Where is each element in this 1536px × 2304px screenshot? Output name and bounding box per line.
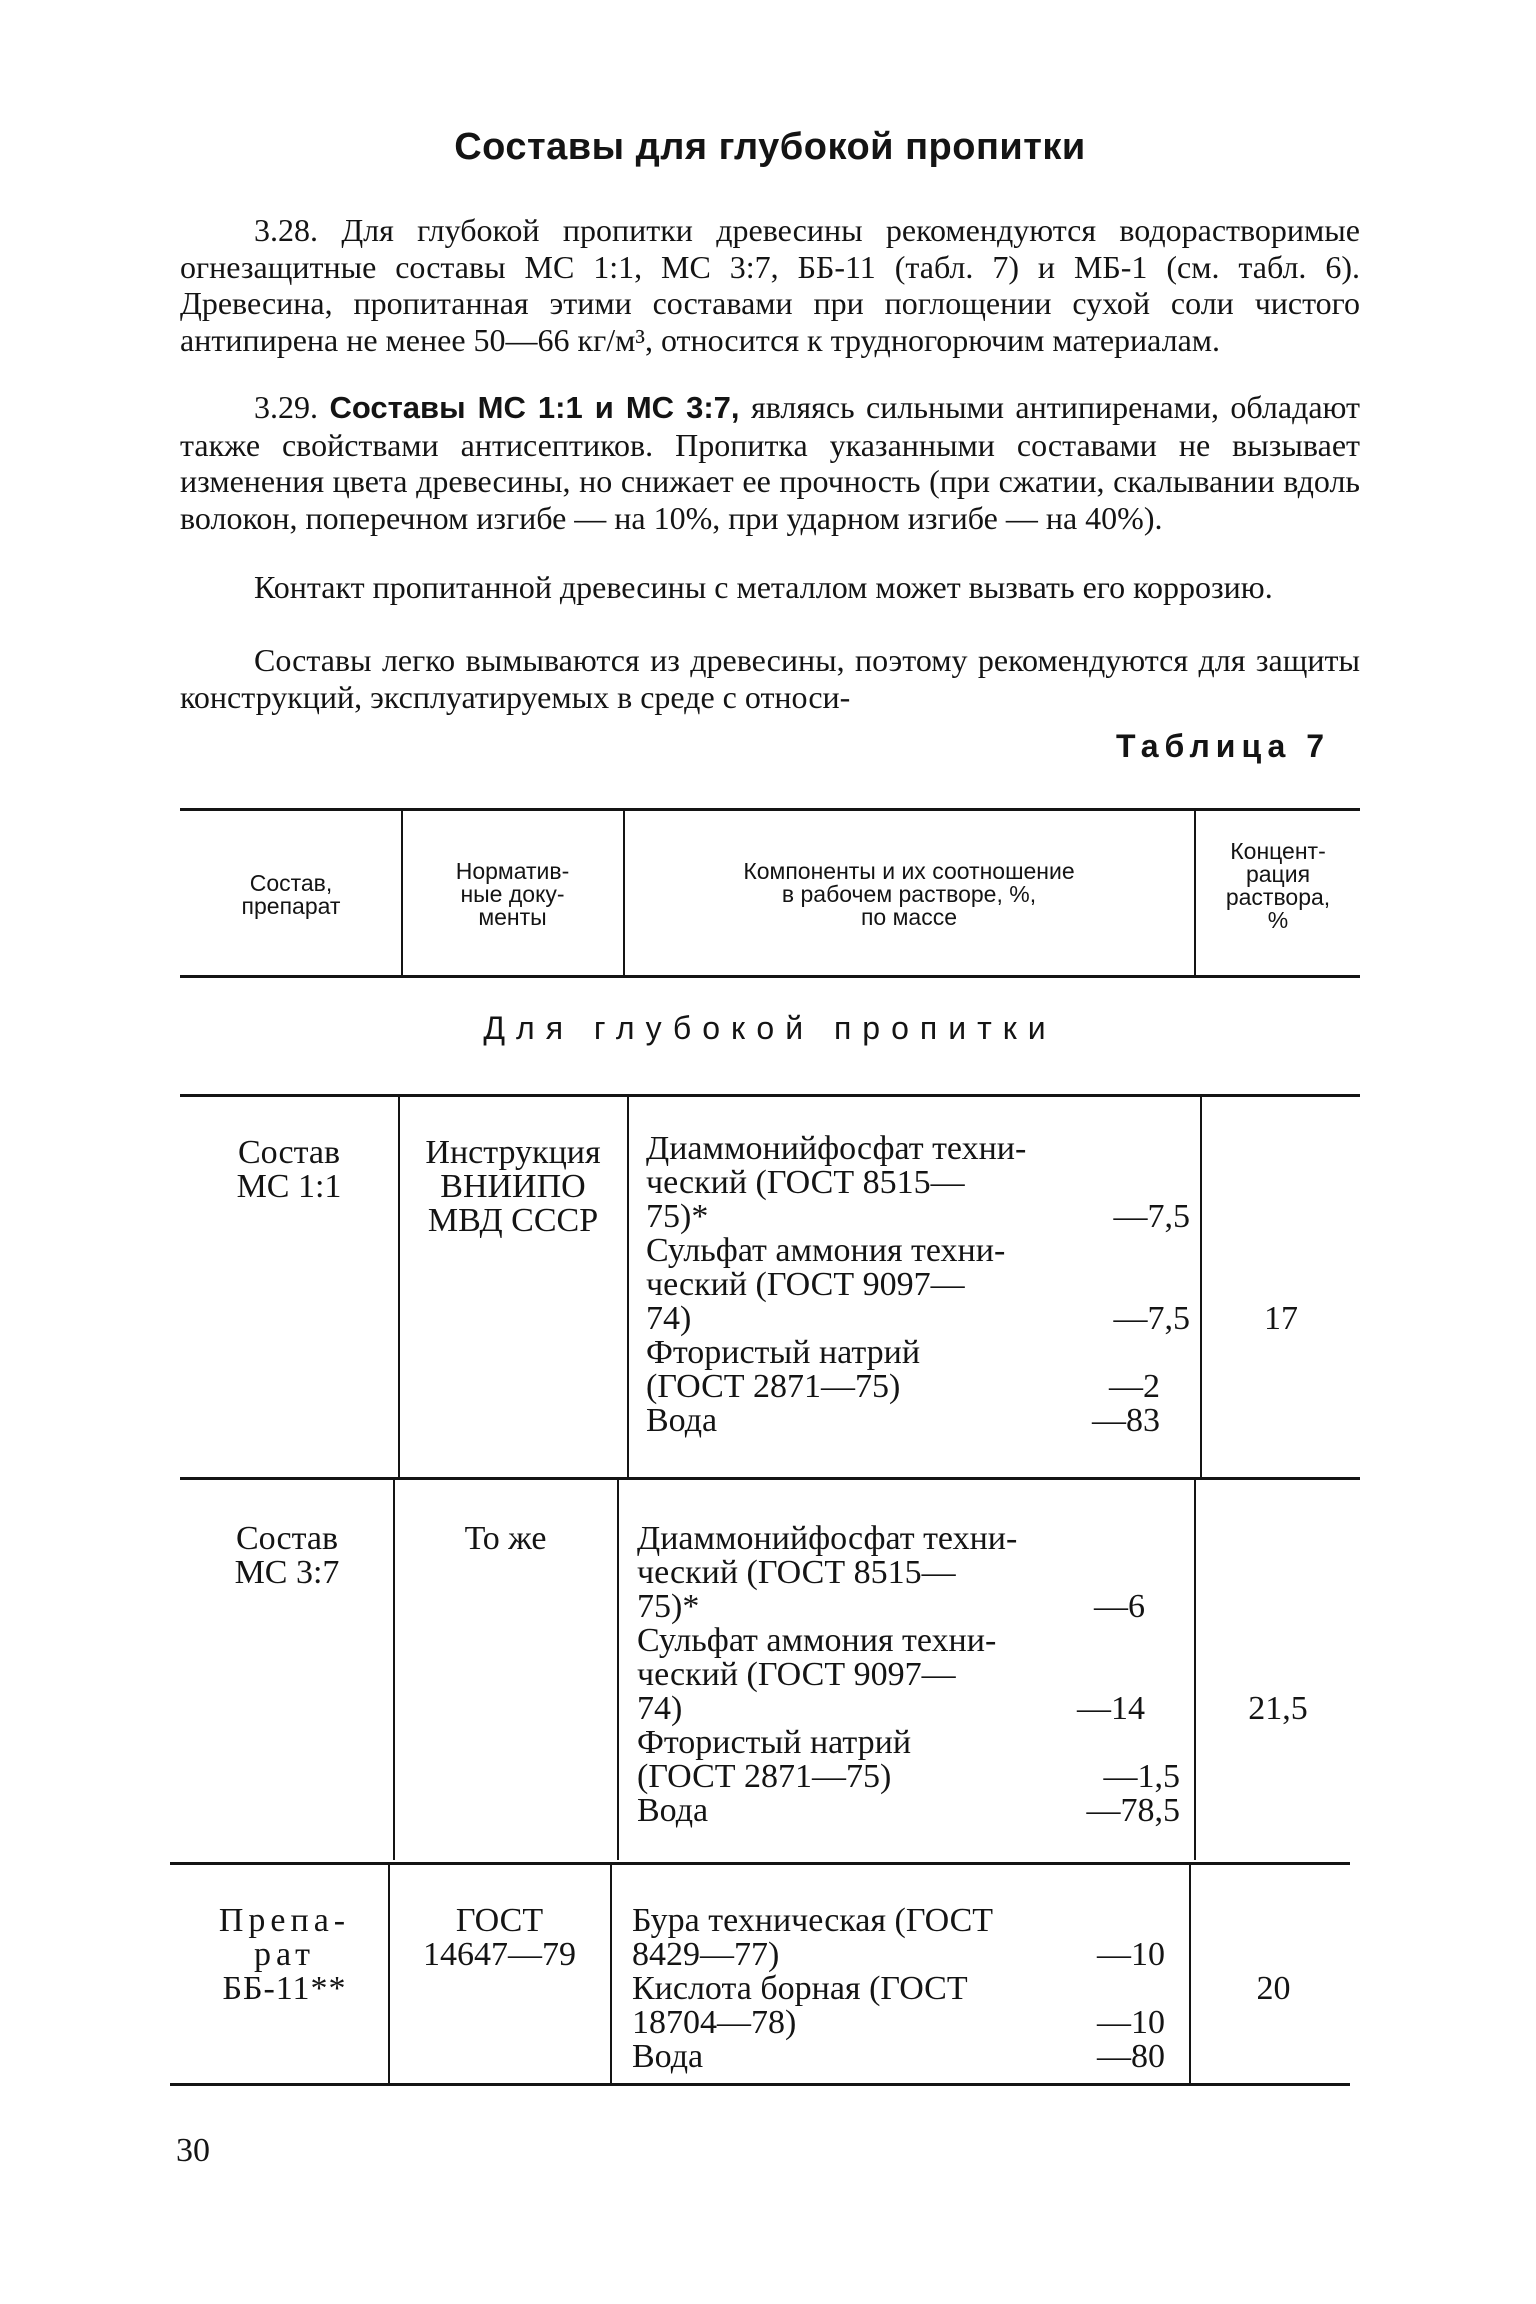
row-2-component: Вода bbox=[637, 1792, 709, 1829]
row-3-document: ГОСТ 14647—79 bbox=[423, 1902, 576, 1973]
row-1-composition: Состав МС 1:1 bbox=[236, 1134, 342, 1205]
row-3-component: Бура техническая (ГОСТ 8429—77) bbox=[632, 1902, 994, 1973]
row-3-concentration: 20 bbox=[1256, 1970, 1291, 2007]
row-1-component: Диаммонийфосфат техни- ческий (ГОСТ 8515— 75)* bbox=[646, 1130, 1027, 1235]
row-3-component: Кислота борная (ГОСТ 18704—78) bbox=[632, 1970, 968, 2041]
row-1-amount: —2 bbox=[1109, 1368, 1160, 1405]
row-3-composition: Препа- рат ББ-11** bbox=[218, 1902, 351, 2007]
row-2-amount: —6 bbox=[1094, 1588, 1145, 1625]
table-bottom-rule bbox=[170, 2083, 1350, 2086]
row-2-component: Диаммонийфосфат техни- ческий (ГОСТ 8515— 75)* bbox=[637, 1520, 1018, 1625]
paragraph-3-29 bbox=[180, 389, 1360, 536]
row-divider bbox=[1200, 1097, 1202, 1477]
paragraph-3-28: 3.28. Для глубокой пропитки древесины рекомендуются водорастворимые огнезащитные составы МС 1:1, МС 3:7, ББ-11 (табл. 7) и МБ-1 (см. табл. 6). Древесина, пропитанная этими составами при поглощении сухой соли чистого антипирена не менее 50—66 кг/м³, относится к трудногорючим материалам. bbox=[180, 212, 1360, 358]
paragraph-washout: Составы легко вымываются из древесины, поэтому рекомендуются для защиты конструкций, эксплуатируемых в среде с относи- bbox=[180, 642, 1360, 715]
row-2-amount: —14 bbox=[1077, 1690, 1145, 1727]
row-divider bbox=[627, 1097, 629, 1477]
row-2-component: Фтористый натрий (ГОСТ 2871—75) bbox=[637, 1724, 912, 1795]
header-composition: Состав, препарат bbox=[241, 870, 341, 919]
header-bottom-rule bbox=[180, 975, 1360, 978]
row-2-component: Сульфат аммония техни- ческий (ГОСТ 9097— 74) bbox=[637, 1622, 997, 1727]
paragraph-contact: Контакт пропитанной древесины с металлом может вызвать его коррозию. bbox=[254, 569, 1273, 605]
row-top-rule bbox=[180, 1094, 1360, 1097]
row-1-document: Инструкция ВНИИПО МВД СССР bbox=[425, 1134, 601, 1239]
row-3-amount: —80 bbox=[1097, 2038, 1165, 2075]
row-1-component: Сульфат аммония техни- ческий (ГОСТ 9097— 74) bbox=[646, 1232, 1006, 1337]
section-heading: Составы для глубокой пропитки bbox=[454, 126, 1086, 168]
row-divider bbox=[1194, 1480, 1196, 1860]
row-2-concentration: 21,5 bbox=[1248, 1690, 1308, 1727]
paragraph-body: являясь сильными антипиренами, обладают также свойствами антисептиков. Пропитка указанными составами не вызывает изменения цвета древесины, но снижает ее прочность (при сжатии, скалывании вдоль волокон, поперечном изгибе — на 10%, при ударном изгибе — на 40%). bbox=[180, 389, 1361, 536]
row-1-component: Фтористый натрий (ГОСТ 2871—75) bbox=[646, 1334, 921, 1405]
table-section-title: Для глубокой пропитки bbox=[483, 1010, 1057, 1046]
row-1-concentration: 17 bbox=[1264, 1300, 1298, 1337]
header-concentration: Концент- рация раствора, % bbox=[1225, 838, 1331, 933]
bold-lead: Составы МС 1:1 и МС 3:7, bbox=[329, 390, 740, 425]
row-1-amount: —7,5 bbox=[1113, 1198, 1190, 1235]
row-2-amount: —1,5 bbox=[1103, 1758, 1180, 1795]
header-documents: Норматив- ные доку- менты bbox=[455, 858, 570, 930]
table-label: Таблица 7 bbox=[1115, 728, 1330, 764]
row-separator bbox=[170, 1862, 1350, 1865]
table-top-rule bbox=[180, 808, 1360, 811]
header-components: Компоненты и их соотношение в рабочем растворе, %, по массе bbox=[743, 858, 1075, 930]
page-number: 30 bbox=[176, 2132, 210, 2169]
row-2-amount: —78,5 bbox=[1086, 1792, 1180, 1829]
row-1-component: Вода bbox=[646, 1402, 718, 1439]
row-3-amount: —10 bbox=[1097, 2004, 1165, 2041]
row-separator bbox=[180, 1477, 1360, 1480]
row-1-amount: —83 bbox=[1092, 1402, 1160, 1439]
row-3-amount: —10 bbox=[1097, 1936, 1165, 1973]
row-divider bbox=[388, 1865, 390, 2083]
row-divider bbox=[610, 1865, 612, 2083]
row-2-composition: Состав МС 3:7 bbox=[234, 1520, 340, 1591]
paragraph-number: 3.29. bbox=[254, 389, 318, 425]
row-3-component: Вода bbox=[632, 2038, 704, 2075]
row-2-document: То же bbox=[464, 1520, 547, 1557]
row-divider bbox=[617, 1480, 619, 1860]
row-1-amount: —7,5 bbox=[1113, 1300, 1190, 1337]
